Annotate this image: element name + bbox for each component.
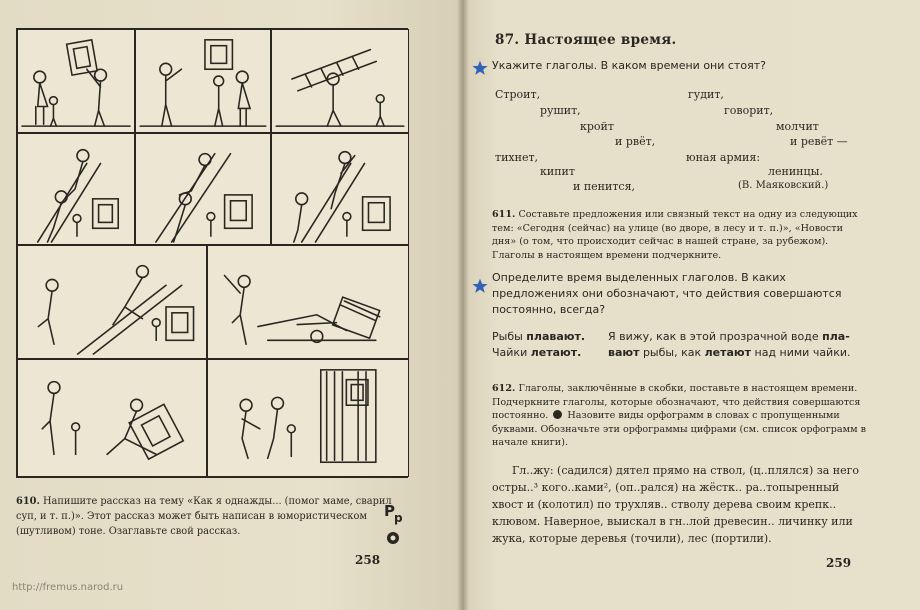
sentence-verb: пла- (822, 330, 850, 343)
exercise-612-body (492, 462, 870, 547)
poem-line: ленинцы. (768, 165, 823, 178)
task-2: Определите время выделенных глаголов. В каких предложениях они обозначают, что действия совершаются постоянно, всегда? (492, 271, 842, 316)
poem-line: и рвёт, (615, 135, 656, 148)
sentence-verb: летают (704, 346, 751, 359)
poem-attribution: (В. Маяковский.) (738, 180, 829, 191)
exercise-612-text: Глаголы, заключённые в скобки, поставьте в настоящем времени. Подчеркните глаголы, которые обозначают, что действия совершаются постоянно. (492, 383, 861, 421)
exercise-611-text: Составьте предложения или связный текст на одну из следующих тем: «Сегодня (сейчас) на улице (во дворе, в лесу и т. п.)», «Новости дня» (о том, что происходит сейчас в нашей стране, за рубежом). Глаголы в настоящем времени подчеркните. (492, 209, 858, 261)
comic-panel-5 (135, 133, 271, 245)
sentence-text: над ними чайки. (751, 346, 851, 359)
task-1: Укажите глаголы. В каком времени они стоят? (492, 59, 766, 72)
sentence-gulls (492, 345, 581, 361)
comic-panel-7 (17, 245, 207, 359)
comic-panel-10 (207, 359, 409, 477)
poem-line: тихнет, (495, 151, 539, 164)
exercise-610-text: Напишите рассказ на тему «Как я однажды... (помог маме, сварил суп, и т. п.)». Этот рассказ может быть написан в юмористическом (шутливом) тоне. Озаглавьте свой рассказ. (16, 496, 392, 537)
sentence-verb: летают. (530, 346, 582, 359)
sentence-long (608, 329, 870, 361)
exercise-610-number: 610. (16, 496, 40, 507)
exercise-610 (16, 494, 394, 539)
sentence-verb: вают (608, 346, 640, 359)
comic-panel-3 (271, 29, 409, 133)
poem-line: кройт (580, 120, 614, 133)
poem-line: кипит (540, 165, 575, 178)
svg-text:р: р (394, 511, 403, 525)
comic-strip (16, 28, 408, 478)
page-number-left: 258 (355, 553, 381, 567)
poem-line: говорит, (724, 104, 774, 117)
sentence-text: Чайки (492, 346, 531, 359)
exercise-612-number: 612. (492, 383, 516, 394)
poem-line: гудит, (688, 88, 724, 101)
comic-panel-8 (207, 245, 409, 359)
poem-line: и пенится, (573, 180, 636, 193)
svg-text:Р: Р (384, 502, 395, 520)
exercise-612 (492, 382, 870, 450)
comic-panel-6 (271, 133, 409, 245)
sentence-text: рыбы, как (639, 346, 705, 359)
poem-line: юная армия: (686, 151, 761, 164)
poem-line: рушит, (540, 104, 581, 117)
sentence-text: Я вижу, как в этой прозрачной воде (608, 330, 823, 343)
comic-panel-4 (17, 133, 135, 245)
sentence-fish (492, 329, 585, 345)
comic-panel-1 (17, 29, 135, 133)
exercise-612-text: Назовите виды орфограмм в словах с пропущенными буквами. Обозначьте эти орфограммы цифрами (см. список орфограмм в начале книги). (492, 410, 867, 448)
section-title: 87. Настоящее время. (495, 32, 677, 48)
comic-panel-2 (135, 29, 271, 133)
page-number-right: 259 (826, 556, 852, 570)
exercise-611 (492, 208, 870, 262)
book-spine (457, 0, 469, 610)
star-icon (472, 278, 488, 294)
poem-line: Строит, (495, 88, 541, 101)
comic-panel-9 (17, 359, 207, 477)
exercise-611-number: 611. (492, 209, 516, 220)
exercise-612-body-text: Гл..жу: (садился) дятел прямо на ствол, (ц..плялся) за него остры..³ кого..ками², (оп..рался) на жёстк.. ра..топыренный хвост и (колотил) по трухляв.. стволу дерева своим крепк.. клювом. Наверное, выискал в гн..лой древесин.. личинку или жука, которые деревья (точили), лес (портили). (492, 464, 860, 545)
poem-line: молчит (776, 120, 819, 133)
sentence-verb: плавают. (526, 330, 586, 343)
sentence-text: Рыбы (492, 330, 527, 343)
poem-line: и ревёт — (790, 135, 848, 148)
watermark-link[interactable]: http://fremus.narod.ru (12, 582, 124, 593)
speech-development-icon (384, 500, 406, 550)
star-icon (472, 60, 488, 76)
bullet-dot-icon (553, 410, 562, 419)
